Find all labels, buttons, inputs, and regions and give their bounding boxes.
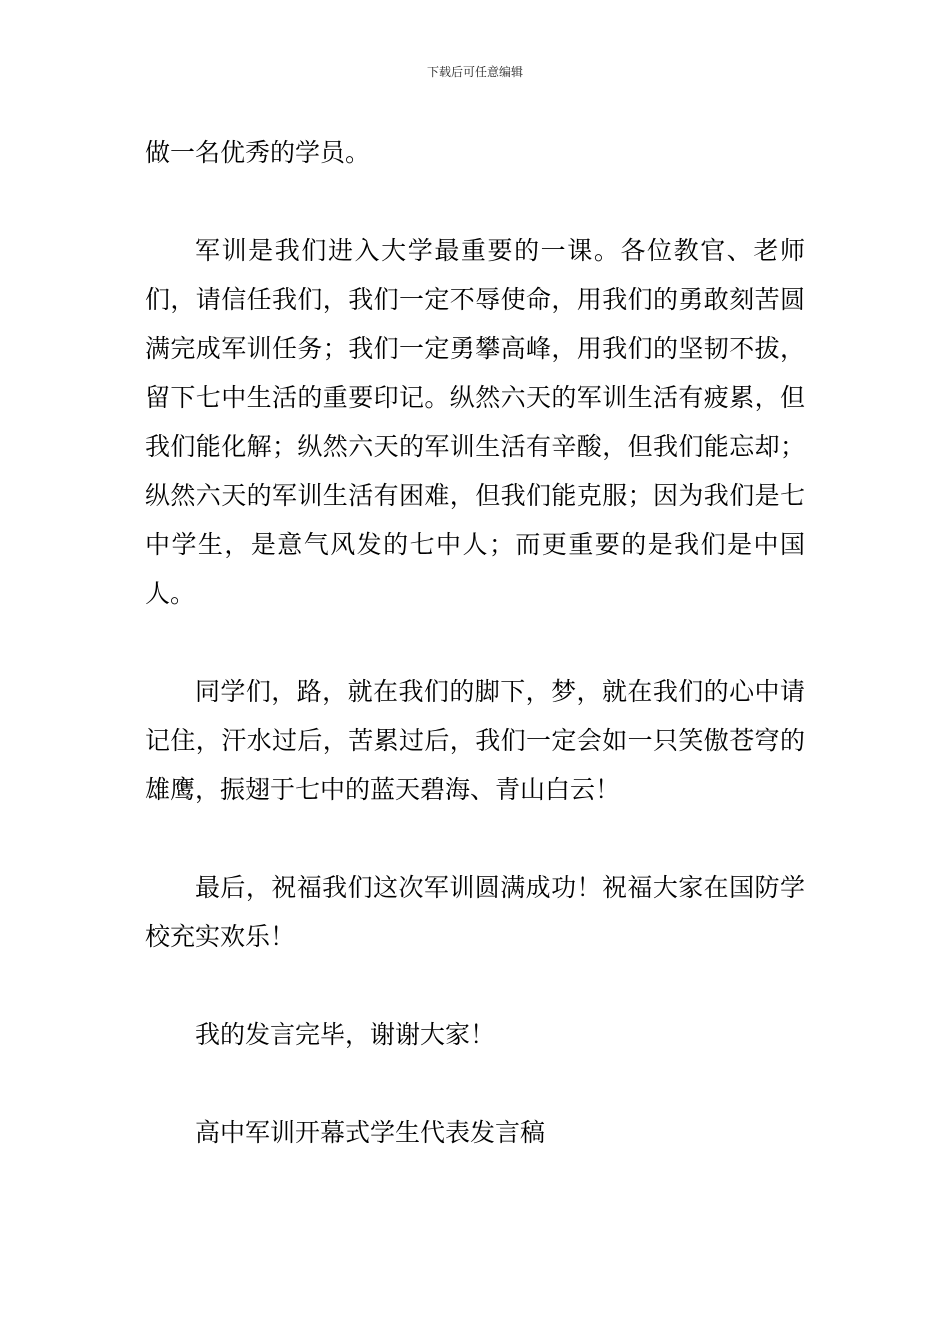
page-header-note: 下载后可任意编辑: [426, 65, 523, 79]
next-document-title: 高中军训开幕式学生代表发言稿: [195, 1118, 546, 1147]
paragraph-closing: 我的发言完毕，谢谢大家！: [195, 1020, 496, 1049]
paragraph-training-lesson: 军训是我们进入大学最重要的一课。各位教官、老师们，请信任我们，我们一定不辱使命，用我们的勇敢刻苦圆满完成军训任务；我们一定勇攀高峰，用我们的坚韧不拔，留下七中生活的重要印记。纵然六天的军训生活有疲累，但我们能化解；纵然六天的军训生活有辛酸，但我们能忘却；纵然六天的军训生活有困难，但我们能克服；因为我们是七中学生，是意气风发的七中人；而更重要的是我们是中国人。: [145, 236, 805, 608]
document-body: [145, 128, 805, 1157]
paragraph-blessing: 最后，祝福我们这次军训圆满成功！祝福大家在国防学校充实欢乐！: [145, 873, 805, 951]
paragraph-continuation: 做一名优秀的学员。: [145, 138, 371, 167]
paragraph-road-and-dream: 同学们，路，就在我们的脚下，梦，就在我们的心中请记住，汗水过后，苦累过后，我们一定会如一只笑傲苍穹的雄鹰，振翅于七中的蓝天碧海、青山白云！: [145, 677, 805, 804]
